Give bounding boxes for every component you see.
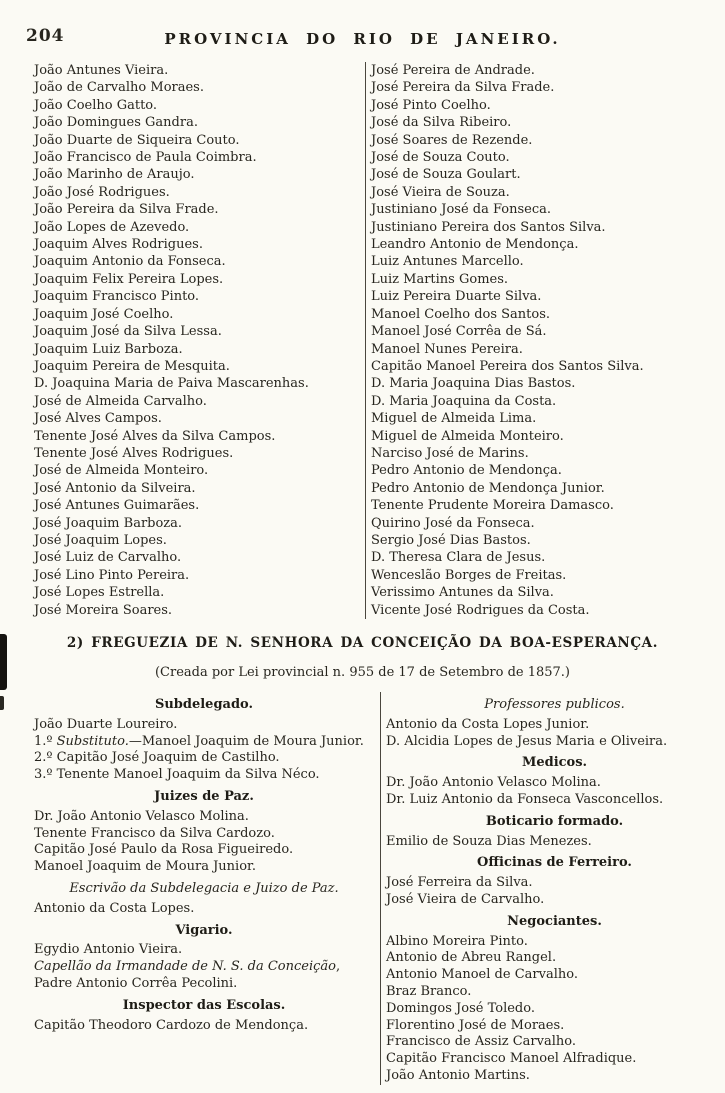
name-entry: Wenceslão Borges de Freitas. xyxy=(371,567,567,583)
name-entry: Manoel Coelho dos Santos. xyxy=(371,306,551,322)
name-entry: José Joaquim Barboza. xyxy=(34,515,183,531)
name-entry: Tenente Prudente Moreira Damasco. xyxy=(371,498,614,514)
name-entry: Capitão Theodoro Cardozo de Mendonça. xyxy=(34,1017,309,1033)
name-entry: Luiz Pereira Duarte Silva. xyxy=(371,289,542,305)
name-entry: João Domingues Gandra. xyxy=(34,115,198,131)
name-entry: Antonio da Costa Lopes. xyxy=(34,900,195,916)
subsection-heading: Inspector das Escolas. xyxy=(122,997,286,1013)
name-entry: Joaquim Alves Rodrigues. xyxy=(34,237,203,253)
name-entry: João Duarte Loureiro. xyxy=(34,716,178,732)
name-entry: José Lino Pinto Pereira. xyxy=(34,567,190,583)
name-entry: Luiz Martins Gomes. xyxy=(371,271,509,287)
name-entry: D. Joaquina Maria de Paiva Mascarenhas. xyxy=(34,376,309,392)
name-entry: Domingos José Toledo. xyxy=(386,1000,535,1016)
subsection-heading: Medicos. xyxy=(521,755,588,771)
subsection-heading: Officinas de Ferreiro. xyxy=(477,855,632,871)
name-entry: Capitão José Paulo da Rosa Figueiredo. xyxy=(34,842,294,858)
name-entry: Manoel Joaquim de Moura Junior. xyxy=(34,859,256,875)
name-entry: D. Maria Joaquina da Costa. xyxy=(371,393,557,409)
text-segment: 1.º xyxy=(34,733,57,749)
name-entry: Antonio de Abreu Rangel. xyxy=(386,950,557,966)
subsection-heading: Negociantes. xyxy=(507,913,602,929)
name-entry: Tenente Francisco da Silva Cardozo. xyxy=(34,825,275,841)
name-entry: Justiniano José da Fonseca. xyxy=(371,202,552,218)
name-entry: Tenente José Alves Rodrigues. xyxy=(34,445,234,461)
name-entry: Joaquim Pereira de Mesquita. xyxy=(34,358,230,374)
name-entry: Florentino José de Moraes. xyxy=(386,1017,565,1033)
name-entry: José Pereira da Silva Frade. xyxy=(371,80,555,96)
name-entry: Miguel de Almeida Monteiro. xyxy=(371,428,564,444)
name-list-right-column xyxy=(366,62,725,619)
name-entry: José de Almeida Monteiro. xyxy=(34,463,209,479)
name-entry: Egydio Antonio Vieira. xyxy=(34,942,183,958)
name-entry: Manoel Nunes Pereira. xyxy=(371,341,523,357)
name-entry: Tenente José Alves da Silva Campos. xyxy=(34,428,276,444)
name-entry: Francisco de Assiz Carvalho. xyxy=(386,1034,576,1050)
name-list-left-column xyxy=(0,62,366,619)
section-body xyxy=(0,692,725,1085)
name-entry: Joaquim Francisco Pinto. xyxy=(34,289,200,305)
name-entry: Narciso José de Marins. xyxy=(371,445,529,461)
name-entry: José da Silva Ribeiro. xyxy=(371,115,512,131)
name-entry: João Pereira da Silva Frade. xyxy=(34,202,219,218)
name-entry: João Duarte de Siqueira Couto. xyxy=(34,132,240,148)
page-number: 204 xyxy=(26,26,65,46)
name-entry: Leandro Antonio de Mendonça. xyxy=(371,237,579,253)
name-entry: João Antunes Vieira. xyxy=(34,63,169,78)
name-entry xyxy=(34,734,374,751)
text-segment: Substituto. xyxy=(56,733,129,749)
name-entry: Antonio da Costa Lopes Junior. xyxy=(386,716,590,732)
name-entry: José Alves Campos. xyxy=(34,411,162,427)
name-entry: José Luiz de Carvalho. xyxy=(34,550,182,566)
name-entry: José Joaquim Lopes. xyxy=(34,532,167,548)
name-entry: D. Maria Joaquina Dias Bastos. xyxy=(371,376,576,392)
subsection-heading: Professores publicos. xyxy=(484,697,625,712)
scan-artifact xyxy=(0,634,7,690)
name-entry: D. Alcidia Lopes de Jesus Maria e Oliveira. xyxy=(386,733,668,749)
name-entry: Quirino José da Fonseca. xyxy=(371,515,535,531)
text-segment: , Padre Antonio Corrêa Pecolini. xyxy=(34,959,341,991)
name-entry: Braz Branco. xyxy=(386,983,472,999)
name-entry: Manoel José Corrêa de Sá. xyxy=(371,324,547,340)
section-heading: 2) FREGUEZIA DE N. SENHORA DA CONCEIÇÃO DA BOA-ESPERANÇA. xyxy=(66,635,659,651)
name-entry: José Pereira de Andrade. xyxy=(371,63,535,78)
name-entry: Joaquim José da Silva Lessa. xyxy=(34,324,222,340)
name-entry: José Soares de Rezende. xyxy=(371,132,533,148)
name-entry: Joaquim José Coelho. xyxy=(34,306,174,322)
subsection-heading: Vigario. xyxy=(175,922,233,938)
name-entry: Joaquim Luiz Barboza. xyxy=(34,341,183,357)
name-entry: Miguel de Almeida Lima. xyxy=(371,411,537,427)
name-entry: 2.º Capitão José Joaquim de Castilho. xyxy=(34,750,280,766)
name-entry: José Vieira de Carvalho. xyxy=(386,891,545,907)
name-entry: José Pinto Coelho. xyxy=(371,97,491,113)
name-entry: Capitão Manoel Pereira dos Santos Silva. xyxy=(371,358,644,374)
name-entry: João Marinho de Araujo. xyxy=(34,167,195,183)
name-entry: João Antonio Martins. xyxy=(386,1067,530,1083)
name-entry: Dr. João Antonio Velasco Molina. xyxy=(386,775,601,791)
name-entry: José de Souza Couto. xyxy=(371,150,510,166)
section-right-column xyxy=(381,692,725,1085)
name-entry: João José Rodrigues. xyxy=(34,184,170,200)
subsection-heading: Escrivão da Subdelegacia e Juizo de Paz. xyxy=(69,880,339,896)
law-note: (Creada por Lei provincial n. 955 de 17 de Setembro de 1857.) xyxy=(154,665,571,680)
name-entry: João Lopes de Azevedo. xyxy=(34,219,190,235)
name-entry: José Lopes Estrella. xyxy=(34,585,165,601)
name-entry: Dr. Luiz Antonio da Fonseca Vasconcellos. xyxy=(386,791,664,807)
name-entry: Joaquim Antonio da Fonseca. xyxy=(34,254,226,270)
subsection-heading: Juizes de Paz. xyxy=(154,788,254,804)
name-entry: Pedro Antonio de Mendonça Junior. xyxy=(371,480,605,496)
name-entry: Verissimo Antunes da Silva. xyxy=(371,585,554,601)
name-entry: José Antonio da Silveira. xyxy=(34,480,196,496)
name-entry: D. Theresa Clara de Jesus. xyxy=(371,550,546,566)
name-entry: João Francisco de Paula Coimbra. xyxy=(34,150,257,166)
page-title: PROVINCIA DO RIO DE JANEIRO. xyxy=(164,30,561,48)
scan-artifact xyxy=(0,696,4,710)
name-entry: Dr. João Antonio Velasco Molina. xyxy=(34,808,249,824)
name-entry: Albino Moreira Pinto. xyxy=(386,933,528,949)
name-entry: José Vieira de Souza. xyxy=(371,184,510,200)
name-entry: Joaquim Felix Pereira Lopes. xyxy=(34,271,224,287)
name-entry: Vicente José Rodrigues da Costa. xyxy=(371,602,590,618)
name-entry: José de Almeida Carvalho. xyxy=(34,393,207,409)
text-segment: —Manoel Joaquim de Moura Junior. xyxy=(128,733,364,749)
name-entry: Emilio de Souza Dias Menezes. xyxy=(386,833,592,849)
name-list xyxy=(0,62,725,619)
text-segment: Capellão da Irmandade de N. S. da Conceição xyxy=(34,959,336,975)
name-entry: João Coelho Gatto. xyxy=(34,97,158,113)
name-entry: José Antunes Guimarães. xyxy=(34,498,200,514)
name-entry: Justiniano Pereira dos Santos Silva. xyxy=(371,219,606,235)
name-entry xyxy=(34,959,374,993)
section-left-column xyxy=(0,692,381,1085)
name-entry: José de Souza Goulart. xyxy=(371,167,521,183)
name-entry: Pedro Antonio de Mendonça. xyxy=(371,463,562,479)
page-header xyxy=(0,0,725,58)
name-entry: José Ferreira da Silva. xyxy=(386,875,533,891)
name-entry: 3.º Tenente Manoel Joaquim da Silva Néco. xyxy=(34,767,320,783)
name-entry: Capitão Francisco Manoel Alfradique. xyxy=(386,1051,637,1067)
name-entry: Antonio Manoel de Carvalho. xyxy=(386,967,578,983)
subsection-heading: Boticario formado. xyxy=(485,813,624,829)
subsection-heading: Subdelegado. xyxy=(154,697,254,712)
name-entry: José Moreira Soares. xyxy=(34,602,173,618)
name-entry: Sergio José Dias Bastos. xyxy=(371,532,531,548)
name-entry: Luiz Antunes Marcello. xyxy=(371,254,524,270)
name-entry: João de Carvalho Moraes. xyxy=(34,80,204,96)
